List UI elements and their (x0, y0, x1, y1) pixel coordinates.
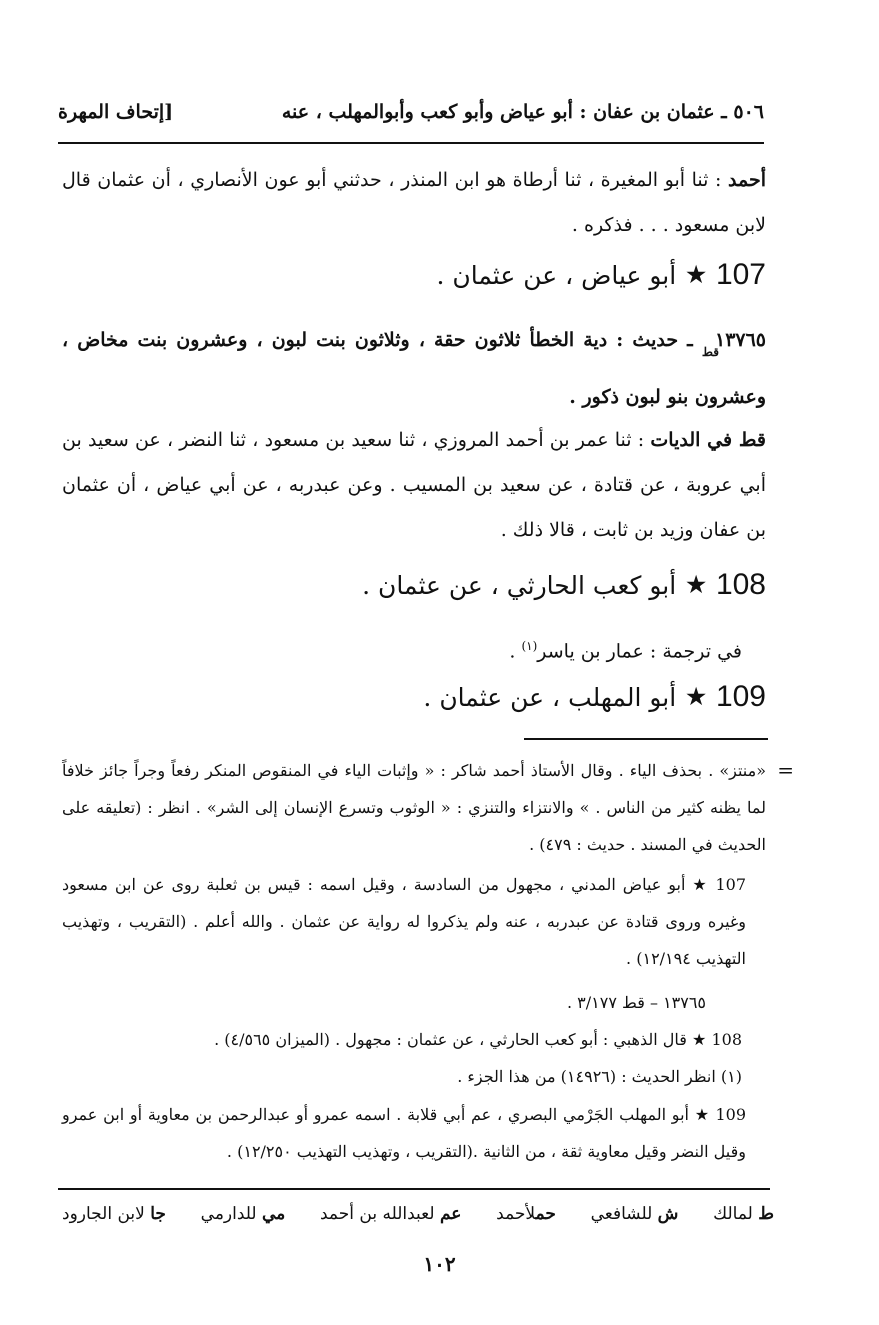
narrator-heading-109 (62, 674, 766, 720)
hadith-source-sub: قط (701, 345, 719, 359)
header-rule (58, 142, 764, 144)
footnote-107 (62, 866, 766, 977)
narrator-name: أبو عياض ، عن عثمان . (436, 260, 677, 290)
paragraph-ahmad (62, 158, 766, 248)
abbr-malik: ط لمالك (713, 1204, 774, 1224)
footnote-text: 109 ★ أبو المهلب الجَرْمي البصري ، عم أبي قلابة . اسمه عمرو أو عبدالرحمن بن معاوية أو ابن عمرو وقيل النضر وقيل معاوية ثقة ، من الثانية .(التقريب ، وتهذيب التهذيب ١٢/٢٥٠) . (62, 1105, 746, 1161)
narrator-name: أبو كعب الحارثي ، عن عثمان . (362, 570, 677, 600)
footnote-continued (62, 752, 794, 863)
narrator-number: 108 (715, 568, 766, 601)
header-title: ٥٠٦ ـ عثمان بن عفان : أبو عياض وأبو كعب وأبوالمهلب ، عنه (281, 101, 764, 123)
footnote-13765 (62, 984, 766, 1021)
narrator-name: أبو المهلب ، عن عثمان . (423, 682, 677, 712)
footnote-1 (62, 1058, 766, 1095)
source-label: قط في الديات (650, 429, 766, 451)
footnote-text: 108 ★ قال الذهبي : أبو كعب الحارثي ، عن عثمان : مجهول . (الميزان ٤/٥٦٥) . (214, 1030, 742, 1049)
hadith-text: دية الخطأ ثلاثون حقة ، وثلاثون بنت لبون ، وعشرون بنت مخاض ، وعشرون بنو لبون ذكور . (62, 329, 766, 408)
abbr-darimi: مي للدارمي (200, 1204, 286, 1224)
abbreviations-rule (58, 1188, 770, 1190)
narrator-number: 107 (715, 258, 766, 291)
paragraph-text: : ثنا عمر بن أحمد المروزي ، ثنا سعيد بن مسعود ، ثنا النضر ، عن سعيد بن أبي عروبة ، عن قتادة ، عن سعيد بن المسيب . وعن عبدربه ، عن أبي عياض ، أن عثمان بن عفان وزيد بن ثابت ، قالا ذلك . (62, 429, 766, 541)
running-header (58, 92, 764, 132)
paragraph-qt-diyat (62, 418, 766, 553)
abbr-jarud: جا لابن الجارود (62, 1204, 166, 1224)
footnote-109 (62, 1096, 766, 1170)
abbr-ahmad: حملأحمد (496, 1204, 556, 1224)
header-book-title: [إتحاف المهرة (58, 101, 174, 123)
narrator-heading-108 (62, 562, 766, 608)
hadith-13765 (62, 318, 766, 420)
paragraph-see-translation: في ترجمة : عمار بن ياسر$^{(١)}$ . (509, 639, 742, 663)
paragraph-text: في ترجمة : عمار بن ياسر (537, 640, 742, 663)
footnote-ref: (١) (521, 639, 538, 653)
footnote-rule (524, 738, 768, 740)
page-number: ١٠٢ (423, 1252, 456, 1276)
source-label: أحمد (728, 169, 766, 191)
continuation-mark: = (777, 758, 794, 782)
footnote-text: (١) انظر الحديث : (١٤٩٢٦) من هذا الجزء . (457, 1067, 742, 1086)
footnote-text: «منتز» . بحذف الياء . وقال الأستاذ أحمد شاكر : « وإثبات الياء في المنقوص المنكر رفعاً وجراً جائز خلافاً لما يظنه كثير من الناس . » والانتزاء والتنزي : « الوثوب وتسرع الإنسان إلى الشر» . انظر : (تعليقه على الحديث في المسند . حديث : ٤٧٩) . (62, 761, 767, 854)
hadith-number: ١٣٧٦٥ (714, 329, 767, 351)
footnote-text: ١٣٧٦٥ – قط ٣/١٧٧ . (567, 993, 706, 1012)
star-icon: ★ (686, 262, 706, 288)
footnote-108 (62, 1021, 766, 1058)
star-icon: ★ (686, 684, 706, 710)
abbreviations-key (62, 1196, 774, 1232)
narrator-number: 109 (715, 680, 766, 713)
narrator-heading-107 (62, 252, 766, 298)
star-icon: ★ (686, 572, 706, 598)
paragraph-text: : ثنا أبو المغيرة ، ثنا أرطاة هو ابن المنذر ، حدثني أبو عون الأنصاري ، أن عثمان قال لابن مسعود . . . فذكره . (62, 169, 766, 236)
abbr-shafii: ش للشافعي (590, 1204, 679, 1224)
footnote-text: 107 ★ أبو عياض المدني ، مجهول من السادسة ، وقيل اسمه : قيس بن ثعلبة روى عن ابن مسعود وغيره وروى قتادة عن عبدربه ، عنه ولم يذكروا له رواية عن عثمان . والله أعلم . (التقريب ، وتهذيب التهذيب ١٢/١٩٤) . (62, 875, 746, 968)
abbr-abdullah: عم لعبدالله بن أحمد (320, 1204, 462, 1224)
hadith-label: ـ حديث : (607, 329, 702, 351)
